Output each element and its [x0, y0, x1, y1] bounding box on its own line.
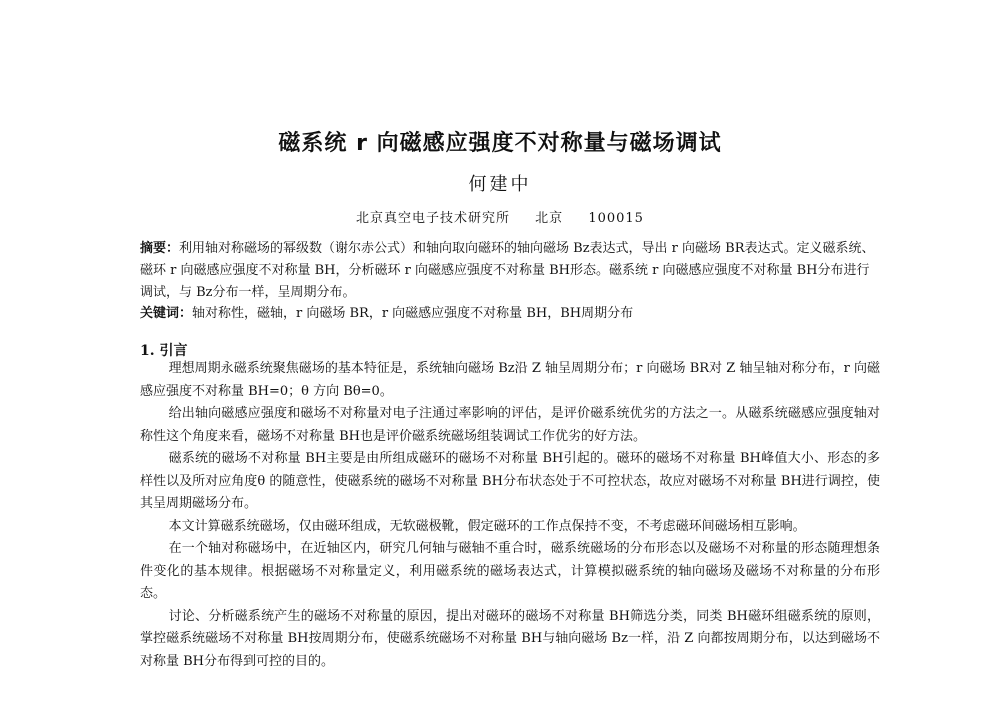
section-heading: 1. 引言	[140, 343, 188, 359]
affiliation-institute: 北京真空电子技术研究所	[356, 211, 511, 226]
section-body	[140, 358, 880, 673]
paragraph: 本文计算磁系统磁场，仅由磁环组成，无软磁极靴，假定磁环的工作点保持不变，不考虑磁环间磁场相互影响。	[168, 518, 806, 534]
author-name: 何建中	[468, 174, 532, 195]
paragraph: 理想周期永磁系统聚焦磁场的基本特征是，系统轴向磁场 Bz沿 Z 轴呈周期分布；r 向磁场 BR对 Z 轴呈轴对称分布，r 向磁感应强度不对称量 BH=0；θ 方向 Bθ=0。	[140, 361, 880, 399]
paragraph: 给出轴向磁感应强度和磁场不对称量对电子注通过率影响的评估，是评价磁系统优劣的方法之一。从磁系统磁感应强度轴对称性这个角度来看，磁场不对称量 BH也是评价磁系统磁场组装调试工作优劣的好方法。	[140, 406, 880, 444]
paragraph: 讨论、分析磁系统产生的磁场不对称量的原因，提出对磁环的磁场不对称量 BH筛选分类，同类 BH磁环组磁系统的原则，掌控磁系统磁场不对称量 BH按周期分布，使磁系统磁场不对称量 BH与轴向磁场 Bz一样，沿 Z 向都按周期分布，以达到磁场不对称量 BH分布得到可控的目的。	[140, 608, 880, 669]
keywords	[140, 303, 880, 325]
paragraph: 在一个轴对称磁场中，在近轴区内，研究几何轴与磁轴不重合时，磁系统磁场的分布形态以及磁场不对称量的形态随理想条件变化的基本规律。根据磁场不对称量定义，利用磁系统的磁场表达式，计算模拟磁系统的轴向磁场及磁场不对称量的分布形态。	[140, 541, 880, 601]
abstract-label: 摘要：	[140, 241, 180, 256]
affiliation	[0, 207, 1000, 226]
affiliation-city: 北京	[535, 211, 564, 226]
keywords-text: 轴对称性，磁轴，r 向磁场 BR，r 向磁感应强度不对称量 BH，BH周期分布	[192, 306, 634, 321]
paragraph: 磁系统的磁场不对称量 BH主要是由所组成磁环的磁场不对称量 BH引起的。磁环的磁场不对称量 BH峰值大小、形态的多样性以及所对应角度θ 的随意性，使磁系统的磁场不对称量 BH分布状态处于不可控状态，故应对磁场不对称量 BH进行调控，使其呈周期磁场分布。	[140, 451, 880, 511]
paper-title: 磁系统 r 向磁感应强度不对称量与磁场调试	[278, 131, 722, 156]
abstract-text: 利用轴对称磁场的幂级数（谢尔赤公式）和轴向取向磁环的轴向磁场 Bz表达式，导出 r 向磁场 BR表达式。定义磁系统、磁环 r 向磁感应强度不对称量 BH，分析磁环 r 向磁感应强度不对称量 BH形态。磁系统 r 向磁感应强度不对称量 BH分布进行调试，与 Bz分布一样，呈周期分布。	[140, 241, 875, 300]
affiliation-postcode: 100015	[588, 211, 644, 226]
keywords-label: 关键词：	[140, 306, 193, 321]
abstract	[140, 238, 880, 304]
